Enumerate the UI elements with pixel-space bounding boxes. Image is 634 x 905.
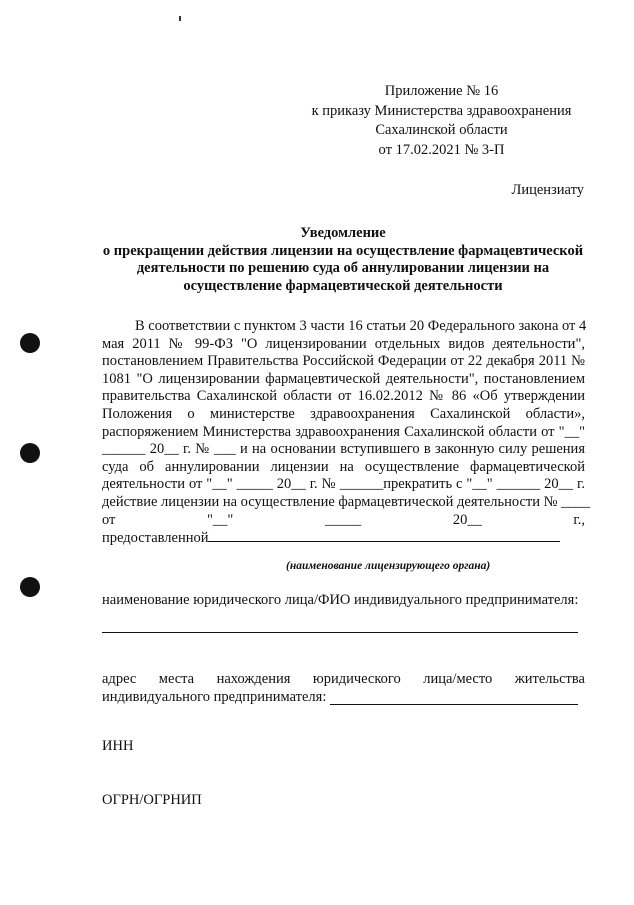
body-line: постановлением Правительства Российской Федерации от 22 декабря 2011 № [102,353,585,370]
body-line: действие лицензии на осуществление фармацевтической деятельности № ____ [102,493,591,510]
appendix-block [300,82,583,160]
appendix-number: Приложение № 16 [384,83,499,99]
body-line: от "__" _____ 20__ г., [102,511,585,528]
notice-subtitle-line: деятельности по решению суда об аннулировании лицензии на [136,260,550,277]
address-label-line2: индивидуального предпринимателя: [102,689,327,705]
notice-title-block [98,225,588,295]
body-line-granted [102,529,585,548]
binder-hole-middle [20,443,40,463]
notice-subtitle-line: осуществление фармацевтической деятельности [183,277,503,294]
binder-hole-top [20,333,40,353]
entity-name-label: наименование юридического лица/ФИО индивидуального предпринимателя: [102,592,579,608]
appendix-region: Сахалинской области [375,122,508,138]
granted-label: предоставленной [102,530,209,547]
address-label-line1: адрес места нахождения юридического лица/место жительства [102,671,585,687]
body-line: распоряжением Министерства здравоохранения Сахалинской области от "__" [102,423,585,440]
addressee: Лицензиату [511,182,584,198]
address-blank[interactable] [330,704,578,705]
scan-speck [179,16,181,21]
binder-hole-bottom [20,577,40,597]
body-line: деятельности от "__" _____ 20__ г. № ______прекратить с "__" ______ 20__ г. [102,476,585,493]
body-line: суда об аннулировании лицензии на осуществление фармацевтической [102,458,585,475]
notice-body [102,318,591,548]
body-line: ______ 20__ г. № ___ и на основании вступившего в законную силу решения [102,441,585,458]
inn-label: ИНН [102,738,134,754]
entity-name-blank[interactable] [102,632,578,633]
body-line: правительства Сахалинской области от 16.02.2012 № 86 «Об утверждении [102,388,585,405]
body-line: В соответствии с пунктом 3 части 16 статьи 20 Федерального закона от 4 [135,318,587,334]
notice-title: Уведомление [300,225,386,241]
body-line: мая 2011 № 99-ФЗ "О лицензировании отдельных видов деятельности", [102,335,585,352]
body-line: 1081 "О лицензировании фармацевтической деятельности", постановлением [102,370,585,387]
appendix-order-ref: к приказу Министерства здравоохранения [311,102,572,119]
appendix-date: от 17.02.2021 № 3-П [378,141,505,158]
body-line: Положения о министерстве здравоохранения Сахалинской области», [102,405,585,422]
licensing-authority-caption: (наименование лицензирующего органа) [286,560,491,572]
ogrn-label: ОГРН/ОГРНИП [102,792,202,808]
notice-subtitle-line: о прекращении действия лицензии на осуществление фармацевтической [102,242,584,259]
licensing-authority-blank[interactable] [208,529,560,542]
